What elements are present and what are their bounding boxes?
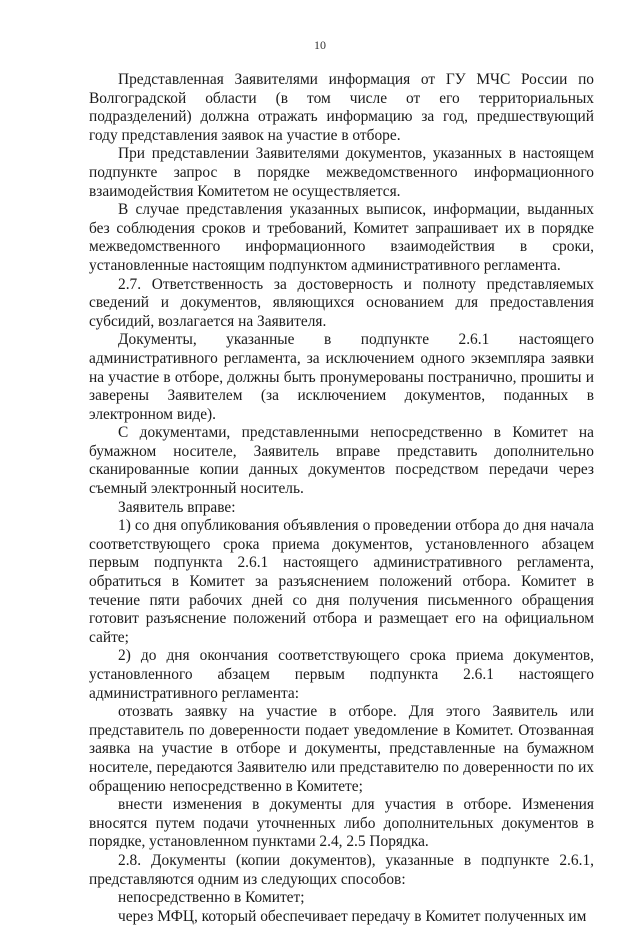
paragraph: отозвать заявку на участие в отборе. Для этого Заявитель или представитель по доверенности подает уведомление в Комитет. Отозванная заявка на участие в отборе и документы, представленные на бумажном носителе, передаются Заявителю или представителю по доверенности по их обращению непосредственно в Комитете; bbox=[89, 703, 594, 795]
paragraph: 2.8. Документы (копии документов), указанные в подпункте 2.6.1, представляются одним из следующих способов: bbox=[89, 851, 594, 888]
list-item: непосредственно в Комитет; bbox=[118, 889, 305, 907]
list-item: 1) со дня опубликования объявления о проведении отбора до дня начала соответствующего срока приема документов, установленного абзацем первым подпункта 2.6.1 настоящего административного регламента, обратиться в Комитет за разъяснением положений отбора. Комитет в течение пяти рабочих дней со дня получения письменного обращения готовит разъяснение положений отбора и размещает его на официальном сайте; bbox=[89, 517, 594, 646]
document-body bbox=[89, 71, 594, 926]
paragraph: внести изменения в документы для участия в отборе. Изменения вносятся путем подачи уточненных либо дополнительных документов в порядке, установленном пунктами 2.4, 2.5 Порядка. bbox=[89, 796, 594, 851]
paragraph: Заявитель вправе: bbox=[118, 498, 236, 516]
paragraph: В случае представления указанных выписок, информации, выданных без соблюдения сроков и требований, Комитет запрашивает их в порядке межведомственного информационного взаимодействия в сроки, установленные настоящим подпунктом административного регламента. bbox=[89, 201, 594, 274]
paragraph: Представленная Заявителями информация от ГУ МЧС России по Волгоградской области (в том числе от его территориальных подразделений) должна отражать информацию за год, предшествующий году представления заявок на участие в отборе. bbox=[89, 71, 594, 144]
paragraph: С документами, представленными непосредственно в Комитет на бумажном носителе, Заявитель вправе представить дополнительно сканированные копии данных документов посредством передачи через съемный электронный носитель. bbox=[89, 424, 594, 498]
page-number: 10 bbox=[314, 38, 326, 52]
paragraph: 2.7. Ответственность за достоверность и полноту представляемых сведений и документов, являющихся основанием для предоставления субсидий, возлагается на Заявителя. bbox=[89, 275, 594, 330]
paragraph: Документы, указанные в подпункте 2.6.1 настоящего административного регламента, за исключением одного экземпляра заявки на участие в отборе, должны быть пронумерованы постранично, прошиты и заверены Заявителем (за исключением документов, поданных в электронном виде). bbox=[89, 331, 594, 423]
list-item: 2) до дня окончания соответствующего срока приема документов, установленного абзацем первым подпункта 2.6.1 настоящего административного регламента: bbox=[89, 647, 594, 702]
paragraph: При представлении Заявителями документов, указанных в настоящем подпункте запрос в порядке межведомственного информационного взаимодействия Комитетом не осуществляется. bbox=[89, 145, 594, 200]
list-item: через МФЦ, который обеспечивает передачу в Комитет полученных им bbox=[118, 907, 587, 925]
